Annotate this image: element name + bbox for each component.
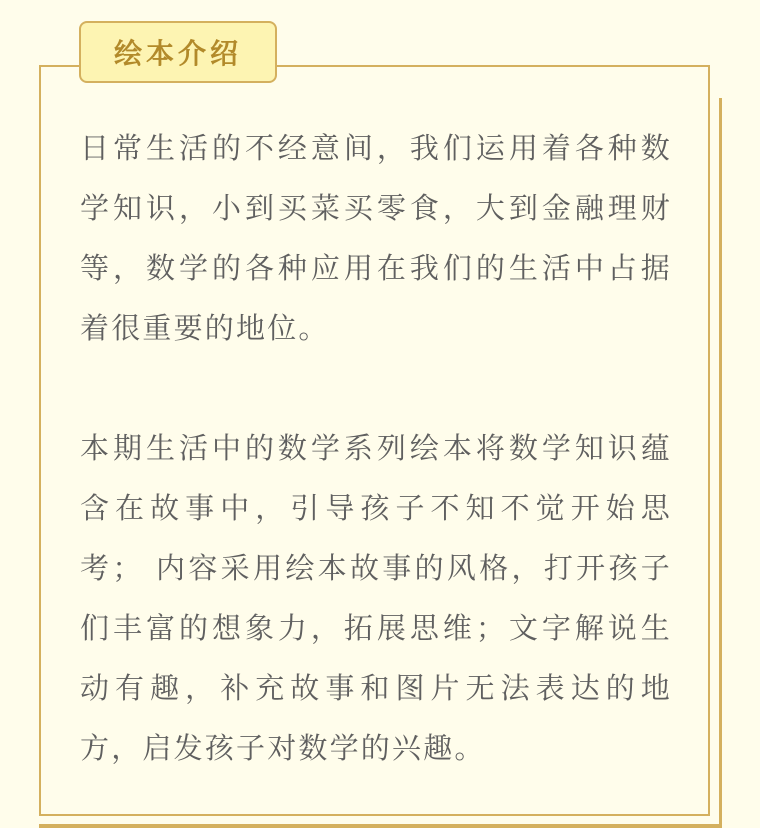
decorative-bottom-border xyxy=(39,824,722,828)
intro-paragraph-1: 日常生活的不经意间，我们运用着各种数学知识，小到买菜买零食，大到金融理财等，数学的各种应用在我们的生活中占据着很重要的地位。 xyxy=(80,131,672,345)
intro-content xyxy=(80,118,672,778)
title-tab xyxy=(79,21,277,83)
section-title: 绘本介绍 xyxy=(113,37,242,70)
intro-paragraph-2: 本期生活中的数学系列绘本将数学知识蕴含在故事中，引导孩子不知不觉开始思考； 内容采用绘本故事的风格，打开孩子们丰富的想象力，拓展思维；文字解说生动有趣，补充故事和图片无法表达的地方，启发孩子对数学的兴趣。 xyxy=(80,431,672,765)
decorative-right-border xyxy=(719,98,722,828)
